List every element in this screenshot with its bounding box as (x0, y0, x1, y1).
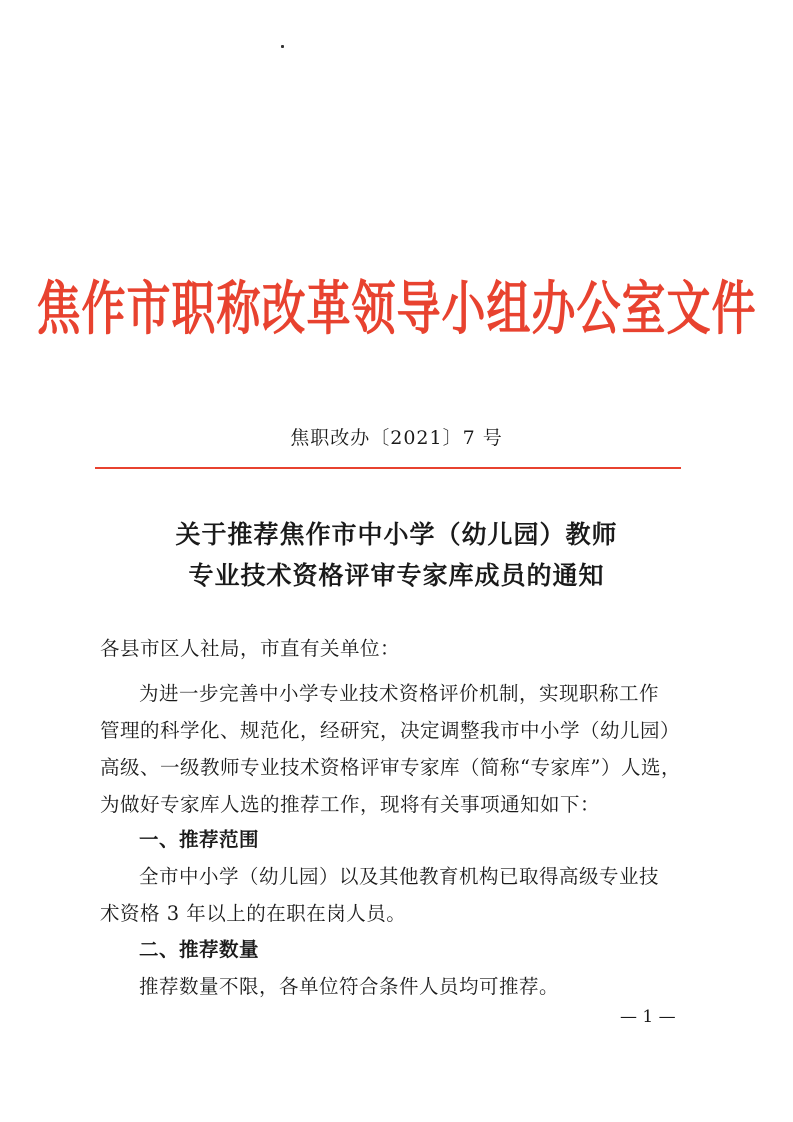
scan-speck (281, 45, 284, 48)
section-2-heading: 二、推荐数量 (139, 938, 260, 961)
document-number: 焦职改办〔2021〕7 号 (290, 427, 503, 449)
section-1-heading: 一、推荐范围 (139, 828, 260, 851)
section-2-line: 推荐数量不限，各单位符合条件人员均可推荐。 (139, 975, 560, 998)
intro-line: 管理的科学化、规范化，经研究，决定调整我市中小学（幼儿园） (100, 719, 681, 742)
section-1-line: 全市中小学（幼儿园）以及其他教育机构已取得高级专业技 (139, 865, 660, 888)
red-divider-line (95, 467, 681, 469)
intro-line: 高级、一级教师专业技术资格评审专家库（简称“专家库”）人选， (100, 756, 681, 779)
page-number: — 1 — (620, 1007, 676, 1027)
intro-line: 为进一步完善中小学专业技术资格评价机制，实现职称工作 (139, 682, 660, 705)
salutation: 各县市区人社局，市直有关单位： (100, 637, 401, 660)
section-1-line: 术资格 3 年以上的在职在岗人员。 (100, 902, 407, 925)
masthead-title: 焦作市职称改革领导小组办公室文件 (36, 275, 757, 343)
notice-title-line-2: 专业技术资格评审专家库成员的通知 (188, 561, 605, 590)
intro-line: 为做好专家库人选的推荐工作，现将有关事项通知如下： (100, 793, 601, 816)
notice-title-line-1: 关于推荐焦作市中小学（幼儿园）教师 (175, 520, 618, 549)
